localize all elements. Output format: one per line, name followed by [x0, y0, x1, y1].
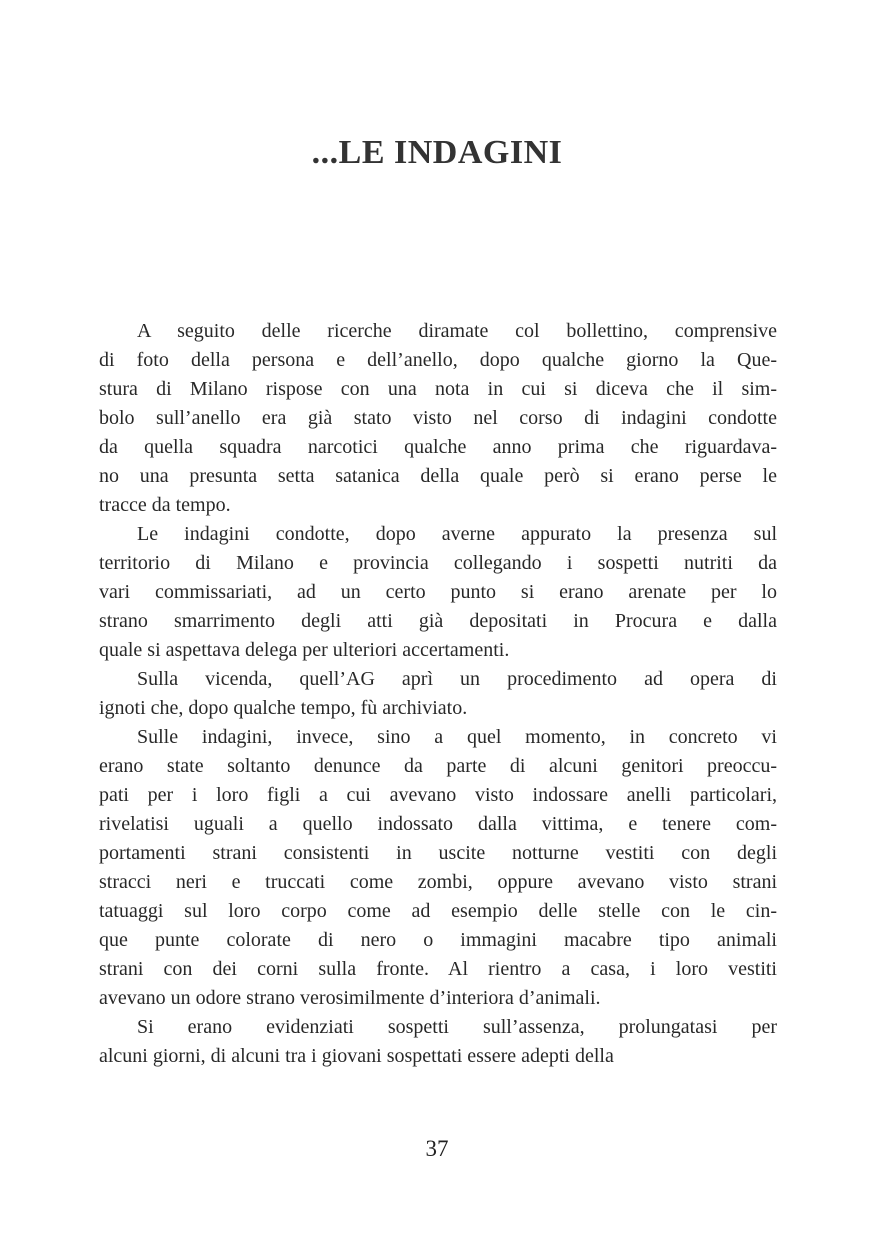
text-line: tatuaggi sul loro corpo come ad esempio delle stelle con le cin- [99, 900, 777, 922]
text-line: tracce da tempo. [99, 494, 231, 516]
text-line: vari commissariati, ad un certo punto si erano arenate per lo [99, 581, 777, 603]
text-line: Le indagini condotte, dopo averne appurato la presenza sul [137, 523, 777, 545]
text-line: di foto della persona e dell’anello, dopo qualche giorno la Que- [99, 349, 777, 371]
text-line: que punte colorate di nero o immagini macabre tipo animali [99, 929, 777, 951]
text-line: bolo sull’anello era già stato visto nel corso di indagini condotte [99, 407, 777, 429]
text-line: Sulla vicenda, quell’AG aprì un procedimento ad opera di [137, 668, 777, 690]
text-line: rivelatisi uguali a quello indossato dalla vittima, e tenere com- [99, 813, 777, 835]
text-line: alcuni giorni, di alcuni tra i giovani sospettati essere adepti della [99, 1045, 614, 1067]
text-line: erano state soltanto denunce da parte di alcuni genitori preoccu- [99, 755, 777, 777]
text-line: portamenti strani consistenti in uscite notturne vestiti con degli [99, 842, 777, 864]
text-line: Sulle indagini, invece, sino a quel momento, in concreto vi [137, 726, 777, 748]
text-line: strano smarrimento degli atti già depositati in Procura e dalla [99, 610, 777, 632]
text-line: avevano un odore strano verosimilmente d’interiora d’animali. [99, 987, 601, 1009]
text-line: territorio di Milano e provincia collegando i sospetti nutriti da [99, 552, 777, 574]
text-line: stura di Milano rispose con una nota in cui si diceva che il sim- [99, 378, 777, 400]
paragraph [99, 520, 777, 665]
body-text [99, 317, 777, 1071]
text-line: strani con dei corni sulla fronte. Al rientro a casa, i loro vestiti [99, 958, 777, 980]
text-line: A seguito delle ricerche diramate col bollettino, comprensive [137, 320, 777, 342]
paragraph [99, 1013, 777, 1071]
paragraph [99, 317, 777, 520]
page-number: 37 [425, 1136, 449, 1161]
text-line: no una presunta setta satanica della quale però si erano perse le [99, 465, 777, 487]
text-line: pati per i loro figli a cui avevano visto indossare anelli particolari, [99, 784, 777, 806]
text-line: ignoti che, dopo qualche tempo, fù archiviato. [99, 697, 468, 719]
text-line: quale si aspettava delega per ulteriori accertamenti. [99, 639, 510, 661]
text-line: Si erano evidenziati sospetti sull’assenza, prolungatasi per [137, 1016, 777, 1038]
paragraph [99, 665, 777, 723]
text-line: stracci neri e truccati come zombi, oppure avevano visto strani [99, 871, 777, 893]
chapter-title: ...LE INDAGINI [311, 134, 563, 171]
text-line: da quella squadra narcotici qualche anno prima che riguardava- [99, 436, 777, 458]
paragraph [99, 723, 777, 1013]
